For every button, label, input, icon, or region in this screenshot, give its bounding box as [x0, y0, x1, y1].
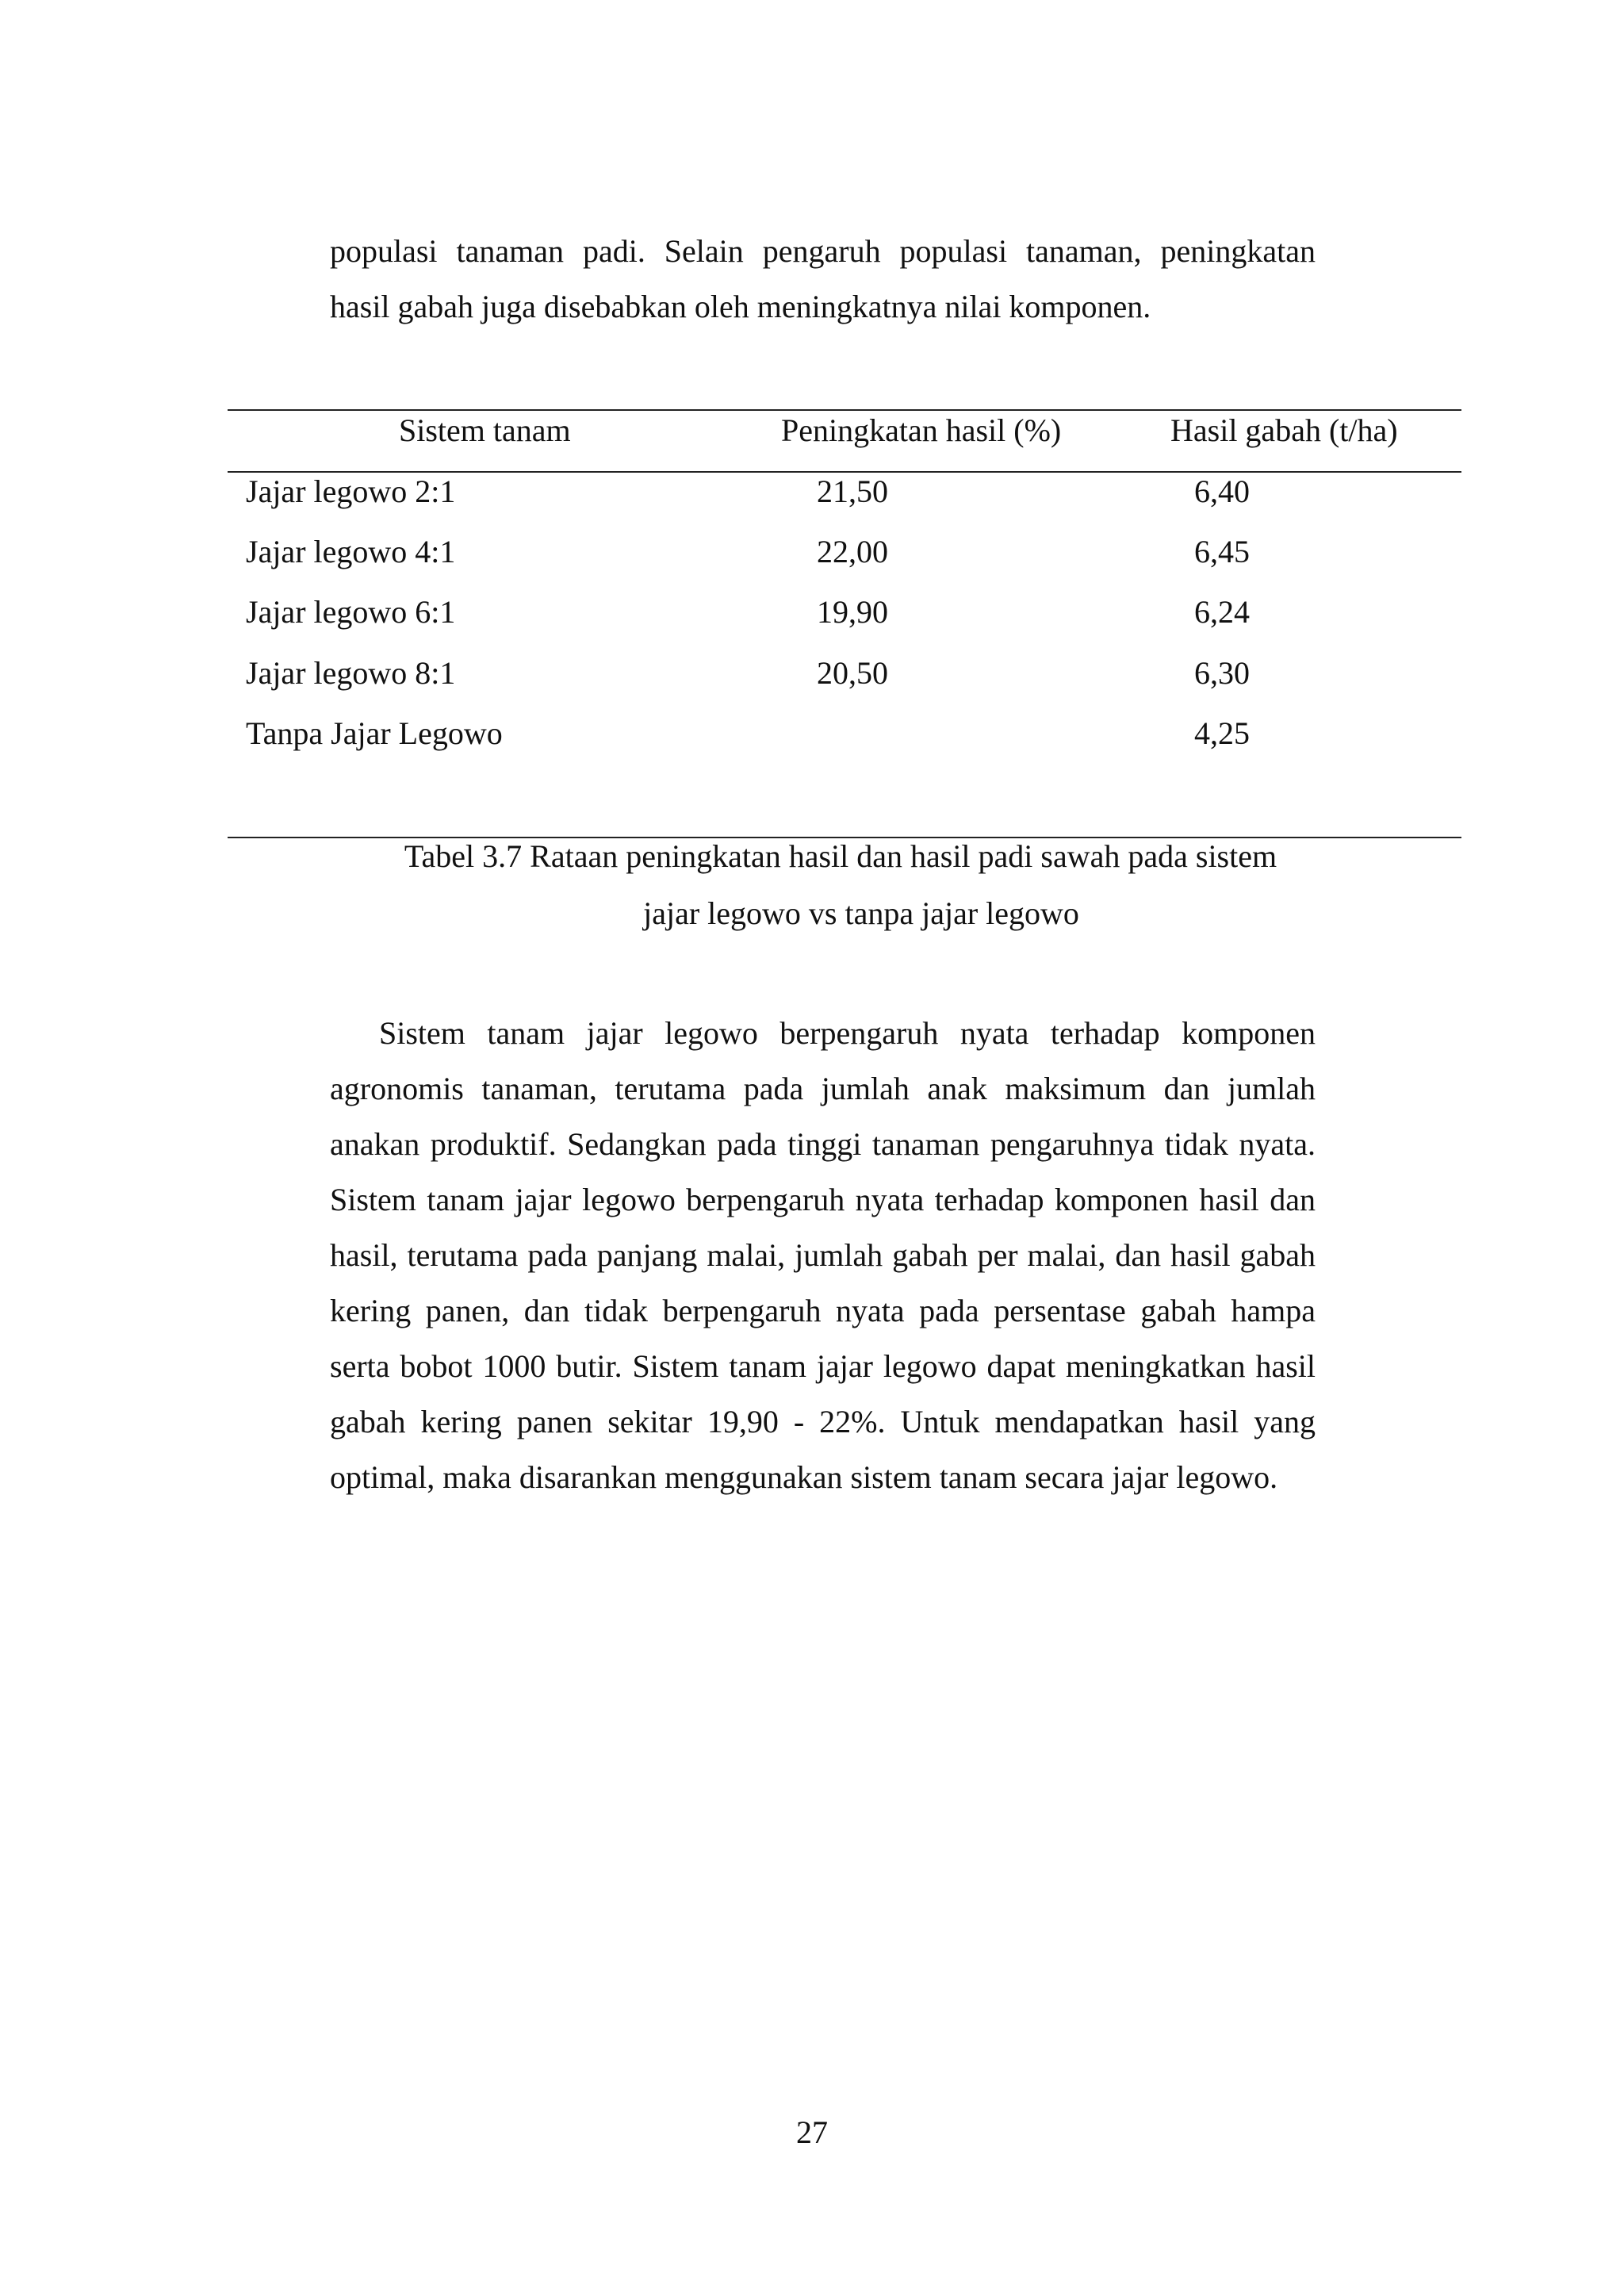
intro-paragraph: [330, 224, 1316, 335]
table-cell-increase: 19,90: [817, 594, 888, 630]
table-cell-yield: 6,24: [1194, 594, 1250, 630]
conclusion-line: optimal, maka disarankan menggunakan sistem tanam secara jajar legowo.: [330, 1459, 1278, 1495]
table-caption-line: jajar legowo vs tanpa jajar legowo: [643, 895, 1079, 931]
table-cell-yield: 4,25: [1194, 715, 1250, 751]
conclusion-line: Sistem tanam jajar legowo berpengaruh nyata terhadap komponen: [379, 1015, 1316, 1051]
table-cell-yield: 6,30: [1194, 655, 1250, 691]
intro-line: populasi tanaman padi. Selain pengaruh populasi tanaman, peningkatan: [330, 233, 1316, 269]
table-caption-line: Tabel 3.7 Rataan peningkatan hasil dan hasil padi sawah pada sistem: [404, 838, 1277, 874]
table-cell-increase: 22,00: [817, 534, 888, 569]
table-cell-increase: 21,50: [817, 473, 888, 509]
conclusion-line: hasil, terutama pada panjang malai, jumlah gabah per malai, dan hasil gabah: [330, 1237, 1316, 1273]
conclusion-line: serta bobot 1000 butir. Sistem tanam jajar legowo dapat meningkatkan hasil: [330, 1348, 1316, 1384]
conclusion-line: anakan produktif. Sedangkan pada tinggi tanaman pengaruhnya tidak nyata.: [330, 1126, 1316, 1162]
table-caption: [228, 828, 1461, 942]
table-cell-system: Jajar legowo 4:1: [246, 534, 456, 569]
conclusion-line: Sistem tanam jajar legowo berpengaruh nyata terhadap komponen hasil dan: [330, 1182, 1316, 1217]
conclusion-line: kering panen, dan tidak berpengaruh nyata pada persentase gabah hampa: [330, 1293, 1316, 1328]
intro-line: hasil gabah juga disebabkan oleh meningkatnya nilai komponen.: [330, 289, 1151, 324]
table-cell-system: Tanpa Jajar Legowo: [246, 715, 503, 751]
table-cell-increase: 20,50: [817, 655, 888, 691]
table-cell-system: Jajar legowo 8:1: [246, 655, 456, 691]
page-number: 27: [796, 2114, 828, 2150]
conclusion-line: gabah kering panen sekitar 19,90 - 22%. Untuk mendapatkan hasil yang: [330, 1404, 1316, 1439]
conclusion-line: agronomis tanaman, terutama pada jumlah anak maksimum dan jumlah: [330, 1071, 1316, 1106]
table-header-increase: Peningkatan hasil (%): [781, 412, 1062, 448]
table-cell-system: Jajar legowo 2:1: [246, 473, 456, 509]
table-header-system: Sistem tanam: [399, 412, 571, 448]
table-cell-yield: 6,45: [1194, 534, 1250, 569]
table-header-yield: Hasil gabah (t/ha): [1170, 412, 1398, 448]
conclusion-paragraph: [330, 1006, 1316, 1505]
table-cell-system: Jajar legowo 6:1: [246, 594, 456, 630]
table-cell-yield: 6,40: [1194, 473, 1250, 509]
